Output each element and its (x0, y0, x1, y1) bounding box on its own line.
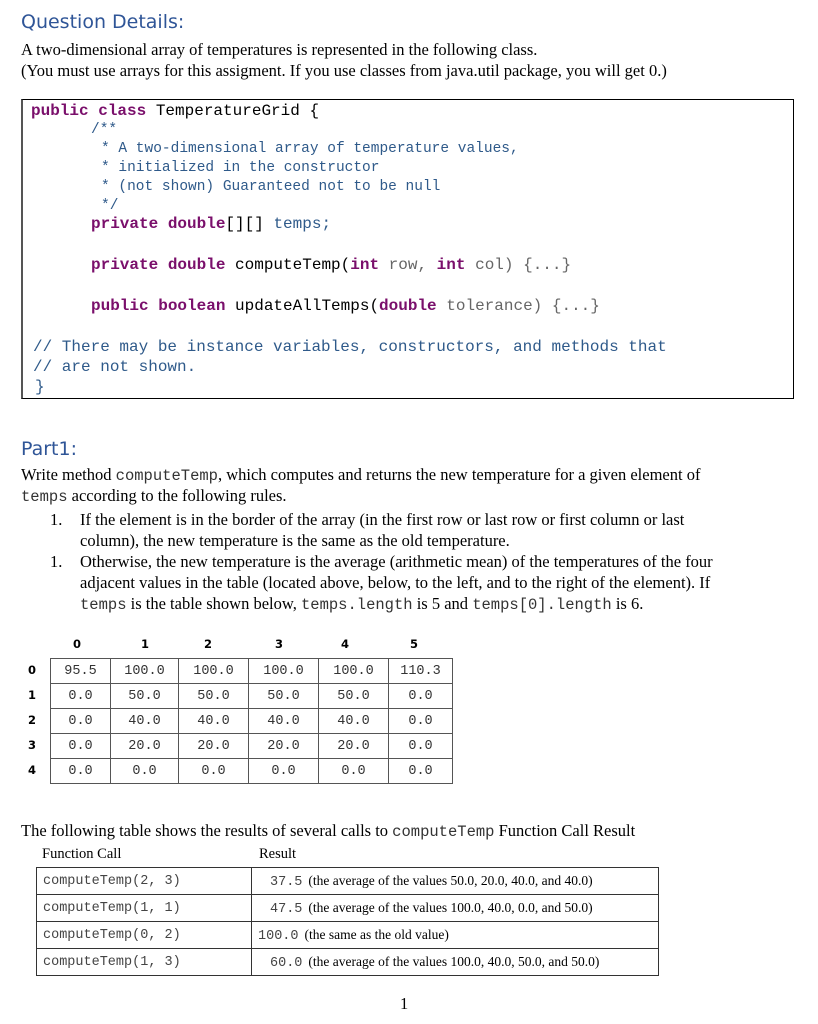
result-cell (252, 922, 659, 949)
function-call-cell: computeTemp(1, 3) (37, 949, 252, 976)
inline-code-compute-temp: computeTemp (115, 467, 218, 485)
code-line-field (91, 215, 331, 233)
result-cell (252, 895, 659, 922)
table-cell: 100.0 (249, 659, 319, 684)
table-cell: 40.0 (249, 709, 319, 734)
code-param: row, (379, 256, 437, 274)
table-cell: 0.0 (389, 734, 453, 759)
table-cell: 40.0 (319, 709, 389, 734)
code-comment-note-2: // are not shown. (33, 358, 197, 376)
table-row (37, 949, 659, 976)
table-row (51, 684, 453, 709)
grid-col-header: 4 (340, 637, 349, 651)
grid-col-header: 5 (409, 637, 418, 651)
table-cell: 50.0 (249, 684, 319, 709)
rule-text-segment: is the table shown below, (126, 594, 301, 613)
table-cell: 0.0 (51, 709, 111, 734)
result-value: 47.5 (270, 901, 303, 917)
result-value: 100.0 (258, 928, 299, 944)
table-cell: 100.0 (179, 659, 249, 684)
code-line-class-decl (31, 102, 319, 120)
rule-item-border (50, 509, 780, 551)
grid-col-header: 2 (203, 637, 212, 651)
table-cell: 0.0 (51, 734, 111, 759)
table-row (51, 659, 453, 684)
code-comment-line-2: * initialized in the constructor (101, 160, 380, 176)
table-row (37, 868, 659, 895)
rule-text-segment: is 6. (611, 594, 644, 613)
inline-code-compute-temp: computeTemp (392, 823, 495, 841)
table-cell: 0.0 (249, 759, 319, 784)
question-heading: Question Details: (21, 11, 185, 33)
results-table (36, 867, 659, 976)
table-cell: 0.0 (179, 759, 249, 784)
function-call-cell: computeTemp(2, 3) (37, 868, 252, 895)
code-comment-note-1: // There may be instance variables, constructors, and methods that (33, 338, 667, 356)
result-note: (the average of the values 50.0, 20.0, 40.0, and 40.0) (308, 872, 593, 888)
table-cell: 20.0 (249, 734, 319, 759)
rule-item-average (50, 551, 780, 614)
table-cell: 100.0 (111, 659, 179, 684)
part-text-segment: Write method (21, 465, 116, 484)
grid-row-header: 4 (27, 763, 36, 777)
code-param: tolerance) {...} (436, 297, 600, 315)
table-cell: 110.3 (389, 659, 453, 684)
table-cell: 50.0 (319, 684, 389, 709)
code-method-name: updateAllTemps( (225, 297, 380, 315)
results-intro-segment: Function Call Result (494, 821, 636, 840)
result-value: 60.0 (270, 955, 303, 971)
table-row (51, 759, 453, 784)
table-cell: 50.0 (179, 684, 249, 709)
code-keyword: public boolean (91, 297, 226, 315)
result-note: (the average of the values 100.0, 40.0, 50.0, and 50.0) (308, 953, 600, 969)
table-cell: 100.0 (319, 659, 389, 684)
code-type: [][] (225, 215, 274, 233)
table-cell: 20.0 (319, 734, 389, 759)
grid-col-header: 1 (140, 637, 149, 651)
intro-line-2: (You must use arrays for this assigment. If you use classes from java.util package, you will get 0.) (21, 61, 667, 80)
temps-table (50, 658, 453, 784)
rule-text-segment: is 5 and (412, 594, 473, 613)
result-cell (252, 868, 659, 895)
code-block (21, 99, 794, 399)
result-cell (252, 949, 659, 976)
table-row (51, 709, 453, 734)
table-cell: 0.0 (51, 684, 111, 709)
grid-row-header: 0 (27, 663, 36, 677)
rule-line (80, 593, 780, 616)
table-cell: 0.0 (389, 759, 453, 784)
table-row (51, 734, 453, 759)
code-line-update-all-temps (91, 297, 600, 315)
table-cell: 0.0 (389, 709, 453, 734)
code-field-name: temps; (273, 215, 332, 233)
rule-line: If the element is in the border of the array (in the first row or last row or first column or last (80, 510, 685, 529)
rule-line: Otherwise, the new temperature is the average (arithmetic mean) of the temperatures of the four (80, 552, 713, 571)
rule-line: adjacent values in the table (located above, below, to the left, and to the right of the element). If (80, 573, 711, 592)
code-keyword: public class (31, 102, 147, 120)
table-cell: 50.0 (111, 684, 179, 709)
table-cell: 20.0 (179, 734, 249, 759)
table-cell: 40.0 (111, 709, 179, 734)
code-param: col) {...} (465, 256, 572, 274)
table-cell: 40.0 (179, 709, 249, 734)
part-heading: Part1: (21, 438, 77, 460)
results-header-call: Function Call (42, 846, 122, 862)
table-row (37, 922, 659, 949)
result-note: (the average of the values 100.0, 40.0, 0.0, and 50.0) (308, 899, 593, 915)
code-comment-line-1: * A two-dimensional array of temperature values, (101, 141, 519, 157)
results-intro (21, 820, 635, 843)
code-keyword: private double (91, 256, 226, 274)
grid-row-header: 2 (27, 713, 36, 727)
part-text-segment: according to the following rules. (67, 486, 287, 505)
rule-text (80, 509, 780, 551)
code-keyword: int (350, 256, 380, 274)
inline-code-temps: temps (80, 596, 127, 614)
grid-col-header: 0 (72, 637, 81, 651)
code-closing-brace: } (35, 378, 45, 396)
inline-code-temps-row-length: temps[0].length (472, 596, 612, 614)
grid-col-header: 3 (274, 637, 283, 651)
table-cell: 95.5 (51, 659, 111, 684)
part-text-segment: , which computes and returns the new temperature for a given element of (217, 465, 701, 484)
function-call-cell: computeTemp(0, 2) (37, 922, 252, 949)
table-cell: 0.0 (389, 684, 453, 709)
result-note: (the same as the old value) (304, 926, 449, 942)
results-header-result: Result (259, 846, 297, 862)
code-comment-line-3: * (not shown) Guaranteed not to be null (101, 179, 441, 195)
inline-code-temps-length: temps.length (300, 596, 413, 614)
code-comment-open: /** (91, 122, 118, 138)
code-class-name: TemperatureGrid { (146, 102, 320, 120)
code-comment-close: */ (101, 198, 119, 214)
table-cell: 0.0 (111, 759, 179, 784)
table-row (37, 895, 659, 922)
rule-text (80, 551, 780, 616)
table-cell: 20.0 (111, 734, 179, 759)
grid-row-header: 3 (27, 738, 36, 752)
part-text-line-2 (21, 485, 287, 508)
code-keyword: private double (91, 215, 226, 233)
table-cell: 0.0 (319, 759, 389, 784)
page-number: 1 (400, 994, 409, 1013)
table-cell: 0.0 (51, 759, 111, 784)
code-method-name: computeTemp( (225, 256, 351, 274)
results-intro-segment: The following table shows the results of several calls to (21, 821, 393, 840)
rule-line: column), the new temperature is the same as the old temperature. (80, 531, 510, 550)
function-call-cell: computeTemp(1, 1) (37, 895, 252, 922)
rule-number: 1. (50, 552, 63, 571)
code-keyword: int (436, 256, 466, 274)
grid-row-header: 1 (27, 688, 36, 702)
code-keyword: double (379, 297, 437, 315)
intro-line-1: A two-dimensional array of temperatures is represented in the following class. (21, 40, 538, 59)
result-value: 37.5 (270, 874, 303, 890)
part-text-line-1 (21, 464, 700, 487)
code-line-compute-temp (91, 256, 571, 274)
inline-code-temps: temps (21, 488, 68, 506)
rule-number: 1. (50, 510, 63, 529)
